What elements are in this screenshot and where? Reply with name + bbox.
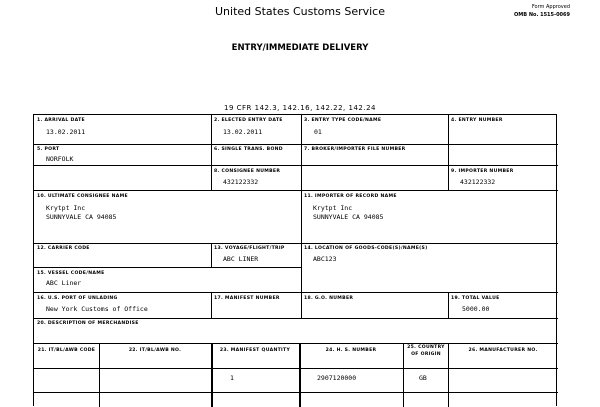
col-header-it-bl-awb-no: 22. IT/BL/AWB NO.: [128, 348, 182, 353]
port-value: NORFOLK: [46, 155, 74, 163]
consignee-number-label: 8. CONSIGNEE NUMBER: [214, 169, 281, 174]
total-value-value: 5000.00: [462, 305, 490, 313]
carrier-code-label: 12. CARRIER CODE: [37, 246, 90, 251]
location-of-goods-value: ABC123: [313, 255, 337, 263]
arrival-date-value: 13.02.2011: [46, 128, 86, 136]
importer-of-record-line2: SUNNYVALE CA 94085: [313, 213, 384, 221]
col-header-country-of-origin: 25. COUNTRY OF ORIGIN: [407, 345, 445, 357]
col-header-manifest-quantity: 23. MANIFEST QUANTITY: [219, 348, 291, 353]
total-value-label: 19. TOTAL VALUE: [451, 296, 500, 301]
elected-entry-date-value: 13.02.2011: [223, 128, 263, 136]
omb-number: OMB No. 1515-0069: [514, 12, 570, 18]
form-approved-block: [514, 3, 570, 19]
vessel-label: 15. VESSEL CODE/NAME: [37, 271, 105, 276]
entry-number-label: 4. ENTRY NUMBER: [451, 118, 503, 123]
importer-number-label: 9. IMPORTER NUMBER: [451, 169, 514, 174]
ultimate-consignee-line2: SUNNYVALE CA 94085: [46, 213, 117, 221]
manifest-number-label: 17. MANIFEST NUMBER: [214, 296, 280, 301]
single-trans-bond-label: 6. SINGLE TRANS. BOND: [214, 147, 283, 152]
importer-of-record-line1: Krytpt Inc: [313, 204, 353, 212]
arrival-date-label: 1. ARRIVAL DATE: [37, 118, 85, 123]
table-row-hs-number: 2907120000: [317, 374, 357, 382]
port-of-unlading-value: New York Customs of Office: [46, 305, 148, 313]
location-of-goods-label: 14. LOCATION OF GOODS-CODE(S)/NAME(S): [304, 246, 428, 251]
importer-number-value: 432122332: [460, 178, 496, 186]
table-row-country: GB: [419, 374, 427, 382]
document-title: ENTRY/IMMEDIATE DELIVERY: [231, 43, 369, 53]
port-label: 5. PORT: [37, 147, 60, 152]
agency-name: United States Customs Service: [214, 5, 385, 18]
entry-form: [33, 114, 557, 406]
ultimate-consignee-line1: Krytpt Inc: [46, 204, 86, 212]
description-label: 20. DESCRIPTION OF MERCHANDISE: [37, 321, 139, 326]
vessel-value: ABC Liner: [46, 279, 82, 287]
broker-file-number-label: 7. BROKER/IMPORTER FILE NUMBER: [304, 147, 406, 152]
form-approved-text: Form Approved: [531, 4, 570, 10]
importer-of-record-label: 11. IMPORTER OF RECORD NAME: [304, 194, 397, 199]
entry-type-label: 3. ENTRY TYPE CODE/NAME: [304, 118, 382, 123]
voyage-label: 13. VOYAGE/FLIGHT/TRIP: [214, 246, 285, 251]
elected-entry-date-label: 2. ELECTED ENTRY DATE: [214, 118, 283, 123]
col-header-it-bl-awb-code: 21. IT/BL/AWB CODE: [37, 348, 96, 353]
col-header-hs-number: 24. H. S. NUMBER: [325, 348, 377, 353]
go-number-label: 18. G.O. NUMBER: [304, 296, 354, 301]
voyage-value: ABC LINER: [223, 255, 259, 263]
ultimate-consignee-label: 10. ULTIMATE CONSIGNEE NAME: [37, 194, 128, 199]
consignee-number-value: 432122332: [223, 178, 259, 186]
table-row-quantity: 1: [230, 374, 234, 382]
cfr-reference: 19 CFR 142.3, 142.16, 142.22, 142.24: [223, 104, 376, 112]
port-of-unlading-label: 16. U.S. PORT OF UNLADING: [37, 296, 118, 301]
col-header-manufacturer-no: 26. MANUFACTURER NO.: [468, 348, 538, 353]
entry-type-value: 01: [314, 128, 322, 136]
